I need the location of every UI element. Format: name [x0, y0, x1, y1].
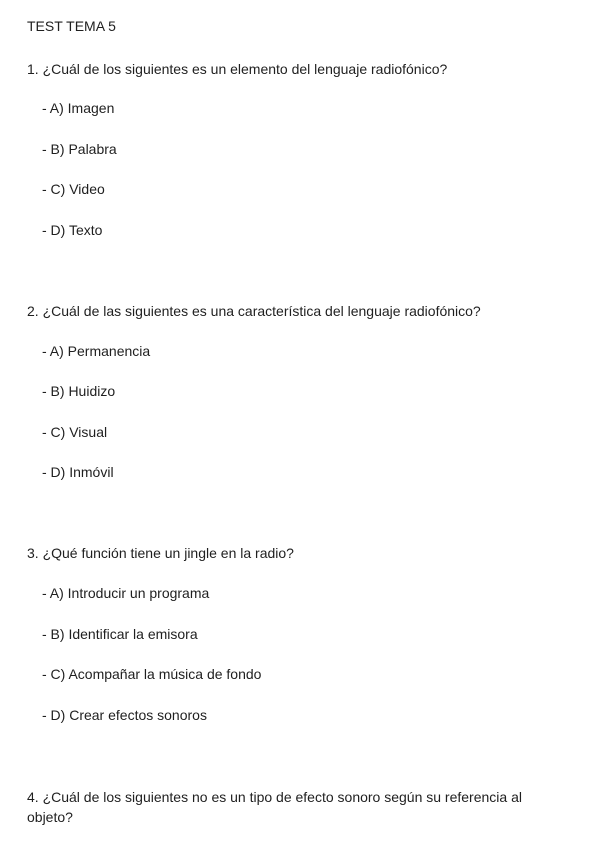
- option-d: - D) Inmóvil: [42, 464, 114, 480]
- option-a: - A) Introducir un programa: [42, 585, 210, 601]
- option-b: - B) Huidizo: [42, 383, 116, 399]
- option-d: - D) Texto: [42, 222, 103, 238]
- question-3: [27, 543, 567, 723]
- question-4: [27, 787, 567, 827]
- option-c: - C) Video: [42, 181, 105, 197]
- option-a: - A) Permanencia: [42, 343, 151, 359]
- option-d: - D) Crear efectos sonoros: [42, 707, 207, 723]
- question-text: 3. ¿Qué función tiene un jingle en la radio?: [27, 545, 294, 561]
- option-b: - B) Palabra: [42, 141, 117, 157]
- question-text: 4. ¿Cuál de los siguientes no es un tipo de efecto sonoro según su referencia al objeto?: [27, 789, 522, 825]
- option-a: - A) Imagen: [42, 100, 115, 116]
- option-c: - C) Visual: [42, 424, 108, 440]
- document-title: TEST TEMA 5: [27, 18, 116, 34]
- question-text: 1. ¿Cuál de los siguientes es un elemento del lenguaje radiofónico?: [27, 61, 448, 77]
- question-2: [27, 301, 567, 480]
- option-c: - C) Acompañar la música de fondo: [42, 666, 262, 682]
- option-b: - B) Identificar la emisora: [42, 626, 198, 642]
- question-1: [27, 59, 567, 238]
- question-text: 2. ¿Cuál de las siguientes es una característica del lenguaje radiofónico?: [27, 303, 481, 319]
